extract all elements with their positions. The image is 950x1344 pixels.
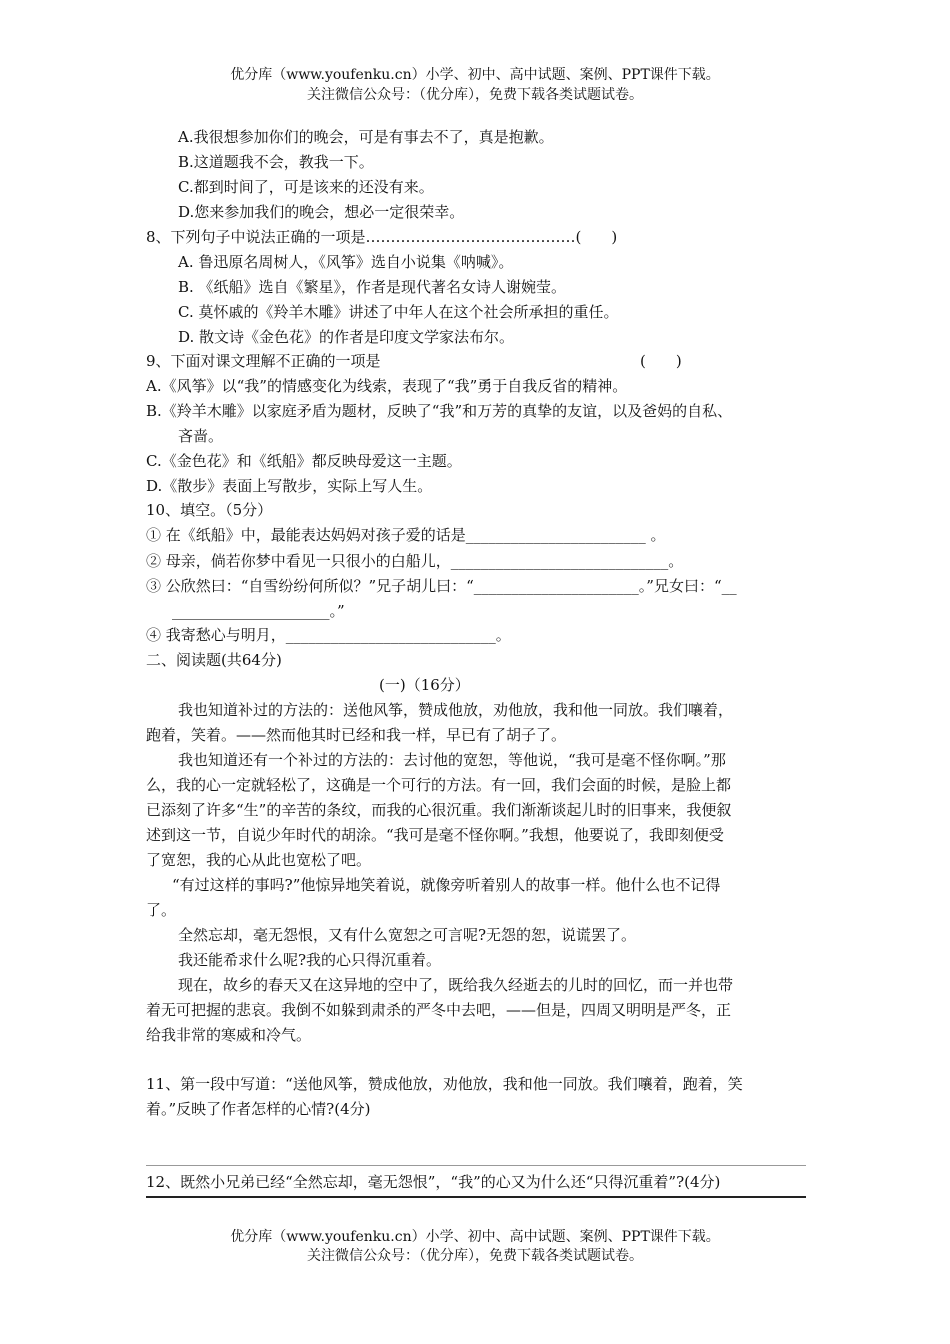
q11-answer-line <box>146 1165 806 1166</box>
q9-answer-paren: ( ) <box>640 352 682 370</box>
passage-line: 述到这一节，自说少年时代的胡涂。“我可是毫不怪你啊。”我想，他要说了，我即刻便受 <box>146 826 724 844</box>
q7-option-d: D.您来参加我们的晚会，想必一定很荣幸。 <box>178 203 465 221</box>
passage-line: 了。 <box>146 901 177 919</box>
passage-line: 我还能希求什么呢?我的心只得沉重着。 <box>178 951 442 969</box>
q8-option-d: D. 散文诗《金色花》的作者是印度文学家法布尔。 <box>178 328 515 346</box>
q11-stem: 11、第一段中写道：“送他风筝，赞成他放，劝他放，我和他一同放。我们嚷着，跑着，笑 <box>146 1075 743 1093</box>
footer-line-2: 关注微信公众号：（优分库），免费下载各类试题试卷。 <box>307 1248 643 1264</box>
q9-option-b: B.《羚羊木雕》以家庭矛盾为题材，反映了“我”和万芳的真挚的友谊，以及爸妈的自私、 <box>146 402 733 420</box>
q7-option-b: B.这道题我不会，教我一下。 <box>178 153 374 171</box>
q7-option-c: C.都到时间了，可是该来的还没有来。 <box>178 178 434 196</box>
q8-option-a: A. 鲁迅原名周树人，《风筝》选自小说集《呐喊》。 <box>178 253 514 271</box>
q8-option-c: C. 莫怀戚的《羚羊木雕》讲述了中年人在这个社会所承担的重任。 <box>178 303 619 321</box>
q8-option-b: B. 《纸船》选自《繁星》，作者是现代著名女诗人谢婉莹。 <box>178 278 567 296</box>
passage-line: 么，我的心一定就轻松了，这确是一个可行的方法。有一回，我们会面的时候，是脸上都 <box>146 776 732 794</box>
q10-item-3-cont: _____________________。” <box>172 602 345 620</box>
q10-stem: 10、填空。（5分） <box>146 501 273 519</box>
q7-option-a: A.我很想参加你们的晚会，可是有事去不了，真是抱歉。 <box>178 128 554 146</box>
q11-stem-cont: 着。”反映了作者怎样的心情?(4分) <box>146 1100 371 1118</box>
passage-line: 着无可把握的悲哀。我倒不如躲到肃杀的严冬中去吧，——但是，四周又明明是严冬，正 <box>146 1001 732 1019</box>
q9-option-b-cont: 吝啬。 <box>178 427 224 445</box>
q9-option-a: A.《风筝》以“我”的情感变化为线索，表现了“我”勇于自我反省的精神。 <box>146 377 628 395</box>
q9-stem: 9、下面对课文理解不正确的一项是 <box>146 352 381 370</box>
q8-stem: 8、下列句子中说法正确的一项是……………………………………( ) <box>146 228 618 246</box>
passage-line: 我也知道还有一个补过的方法的：去讨他的宽恕，等他说，“我可是毫不怪你啊。”那 <box>178 751 726 769</box>
passage-line: 我也知道补过的方法的：送他风筝，赞成他放，劝他放，我和他一同放。我们嚷着， <box>178 701 734 719</box>
passage-title: (一)（16分） <box>379 676 470 694</box>
q10-item-4: ④ 我寄愁心与明月，____________________________。 <box>146 626 511 644</box>
q12-answer-line <box>146 1196 806 1198</box>
q10-item-2: ② 母亲，倘若你梦中看见一只很小的白船儿，_____________________________。 <box>146 552 684 570</box>
q9-option-c: C.《金色花》和《纸船》都反映母爱这一主题。 <box>146 452 462 470</box>
header-line-1: 优分库（www.youfenku.cn）小学、初中、高中试题、案例、PPT课件下载。 <box>230 67 720 83</box>
passage-line: “有过这样的事吗?”他惊异地笑着说，就像旁听着别人的故事一样。他什么也不记得 <box>172 876 721 894</box>
passage-line: 给我非常的寒威和冷气。 <box>146 1026 312 1044</box>
section-title: 二、阅读题(共64分) <box>146 651 282 669</box>
passage-line: 现在，故乡的春天又在这异地的空中了，既给我久经逝去的儿时的回忆，而一并也带 <box>178 976 734 994</box>
passage-line: 跑着，笑着。——然而他其时已经和我一样，早已有了胡子了。 <box>146 726 567 744</box>
footer-line-1: 优分库（www.youfenku.cn）小学、初中、高中试题、案例、PPT课件下载。 <box>230 1229 720 1245</box>
q12-stem: 12、既然小兄弟已经“全然忘却，毫无怨恨”，“我”的心又为什么还“只得沉重着”?(4分) <box>146 1173 721 1191</box>
passage-line: 了宽恕，我的心从此也宽松了吧。 <box>146 851 372 869</box>
q10-item-3: ③ 公欣然曰：“自雪纷纷何所似？”兄子胡儿曰：“______________________。”兄女曰：“__ <box>146 577 737 595</box>
q10-item-1: ① 在《纸船》中，最能表达妈妈对孩子爱的话是________________________ 。 <box>146 526 666 544</box>
passage-line: 全然忘却，毫无怨恨，又有什么宽恕之可言呢?无怨的恕，说谎罢了。 <box>178 926 637 944</box>
passage-line: 已添刻了许多“生”的辛苦的条纹，而我的心很沉重。我们渐渐谈起儿时的旧事来，我便叙 <box>146 801 732 819</box>
q9-option-d: D.《散步》表面上写散步，实际上写人生。 <box>146 477 433 495</box>
header-line-2: 关注微信公众号：（优分库），免费下载各类试题试卷。 <box>307 87 643 103</box>
